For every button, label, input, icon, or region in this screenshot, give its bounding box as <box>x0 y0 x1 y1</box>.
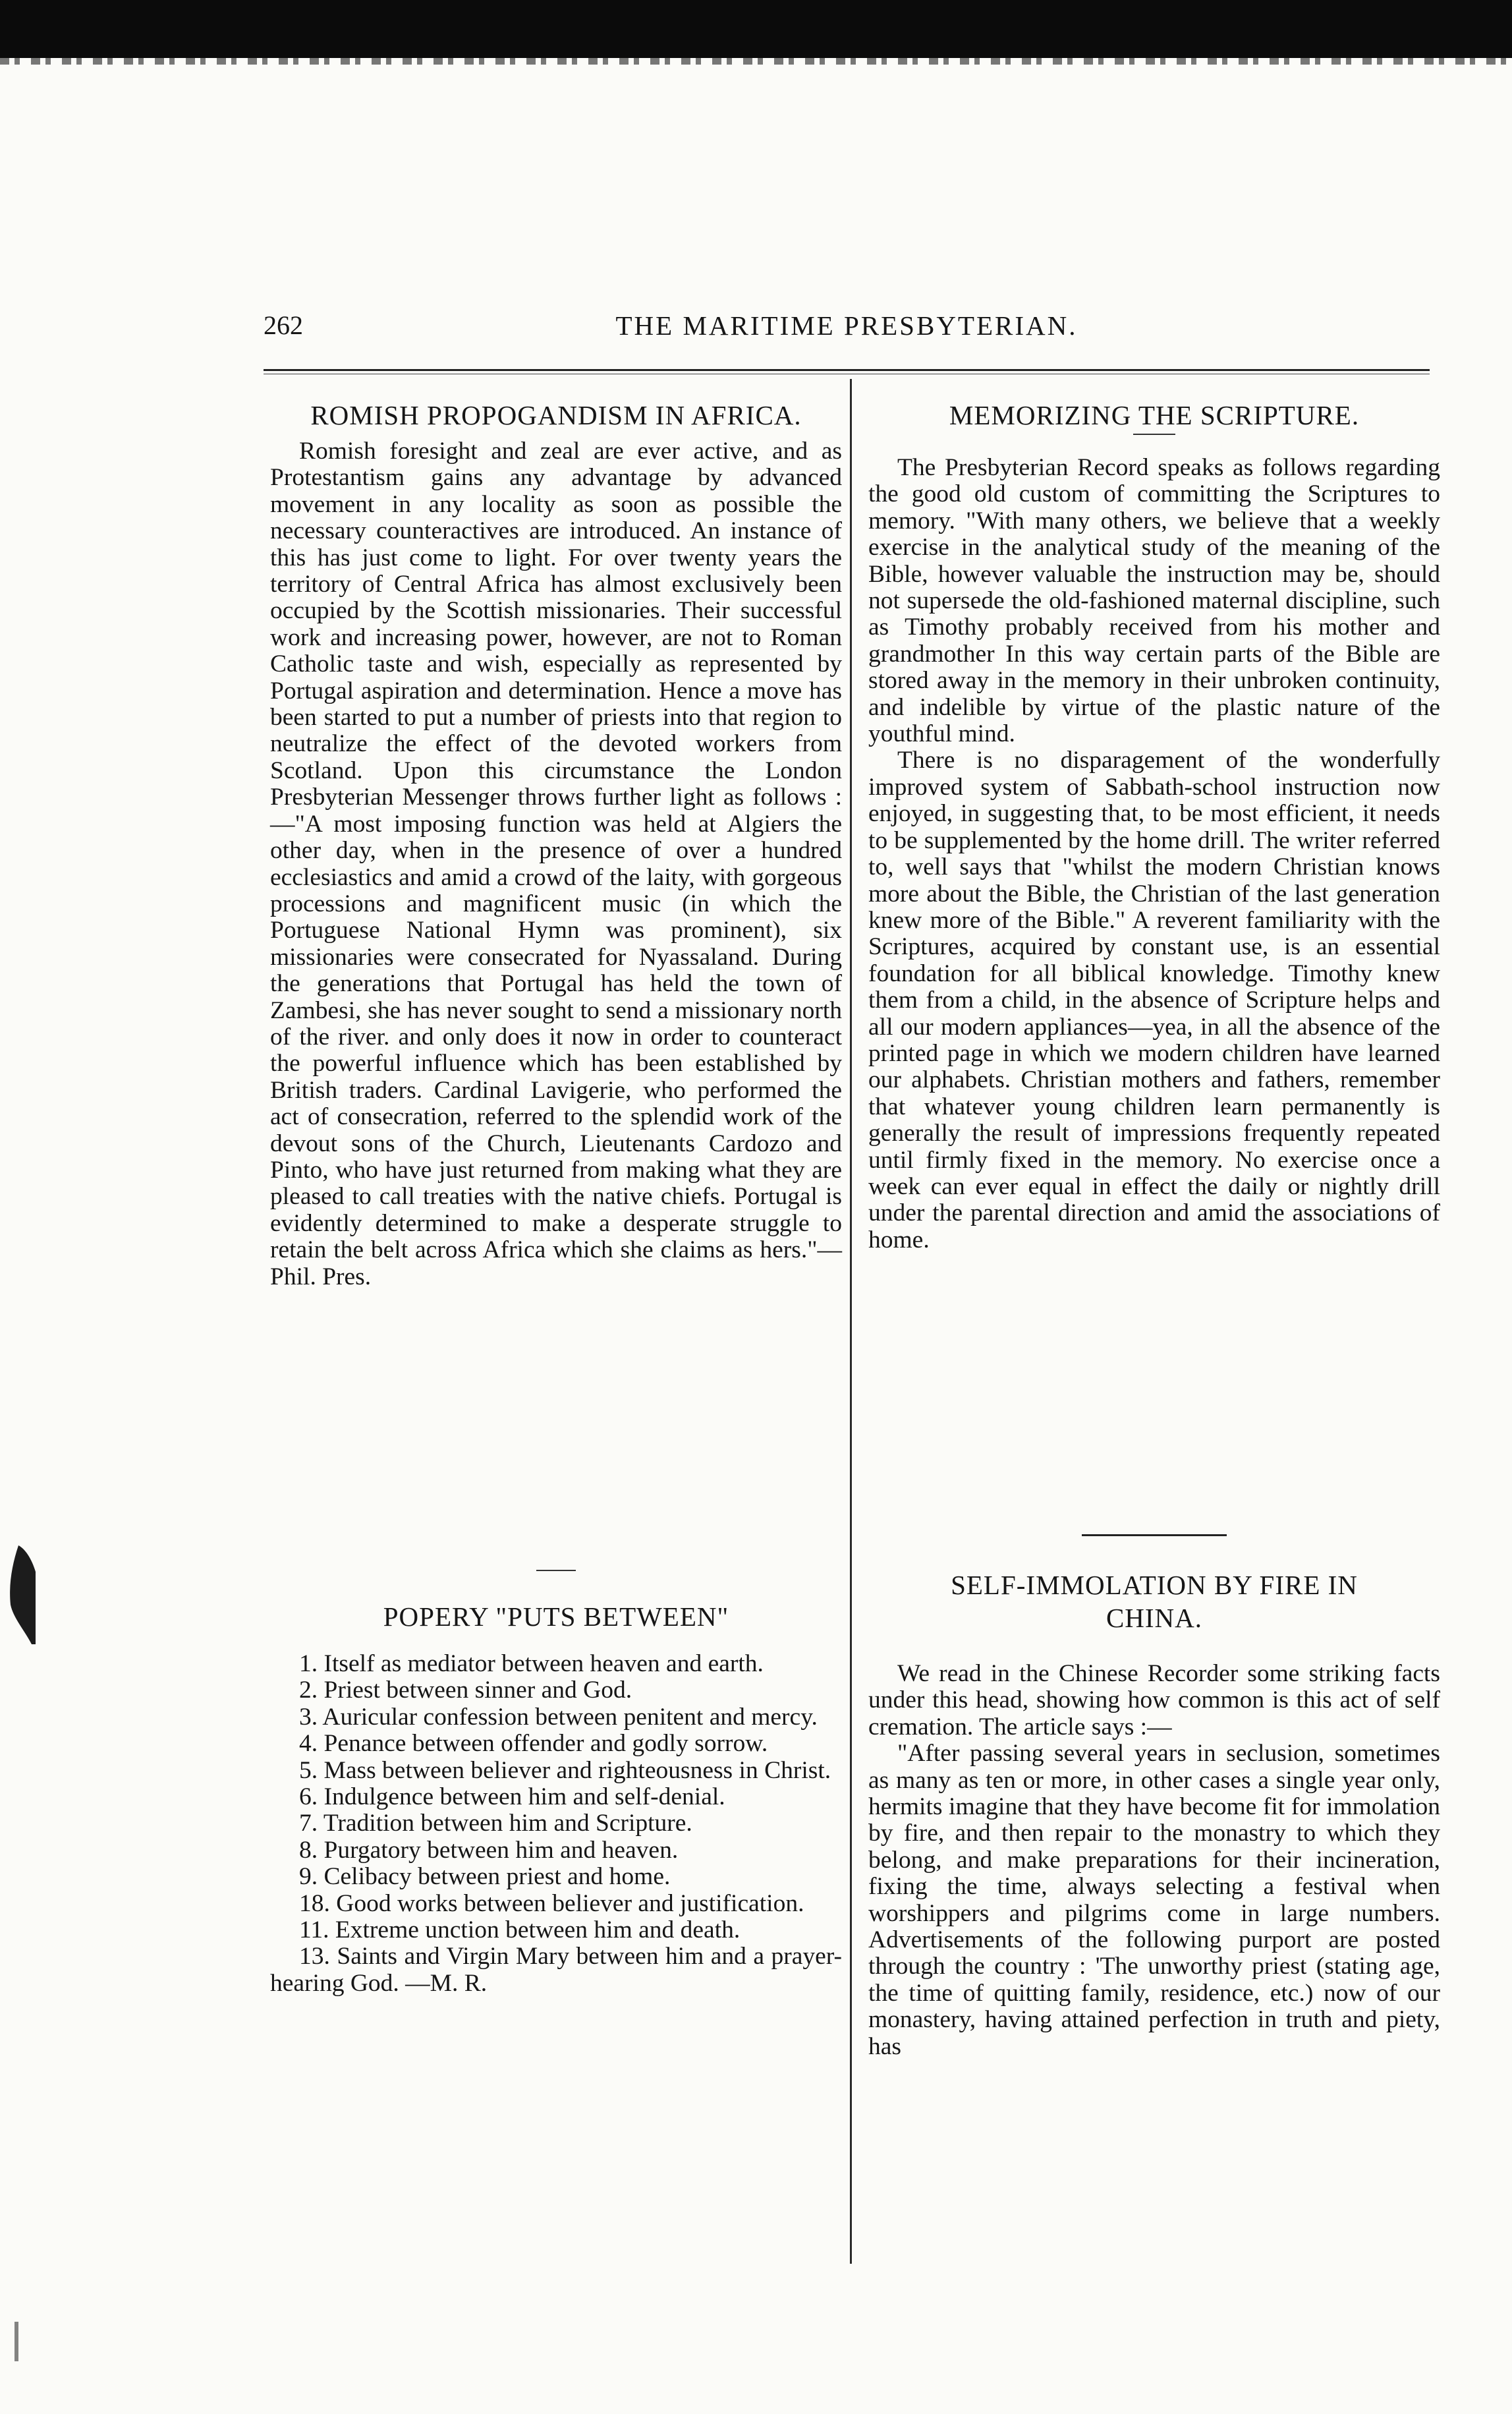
article-body-self-immolation <box>868 1661 1440 2060</box>
article-title-memorizing-scripture: MEMORIZING THE SCRIPTURE. <box>949 400 1360 430</box>
paragraph: The Presbyterian Record speaks as follows regarding the good old custom of committing the Scriptures to memory. "With many others, we believe that a weekly exercise in the analytical study of the meaning of the Bible, however valuable the instruction may be, should not supersede the old-fashioned maternal discipline, such as Timothy probably received from his mother and grandmother In this way certain parts of the Bible are stored away in the memory in their unbroken continuity, and indelible by virtue of the plastic nature of the youthful mind. <box>868 454 1440 748</box>
separator-rule <box>536 1570 576 1571</box>
scan-edge-mark <box>14 2322 18 2361</box>
page-number: 262 <box>264 310 303 340</box>
article-title-romish-propogandism: ROMISH PROPOGANDISM IN AFRICA. <box>310 400 802 430</box>
list-item: 6. Indulgence between him and self-denial. <box>299 1783 725 1811</box>
list-item: 5. Mass between believer and righteousness in Christ. <box>299 1756 831 1784</box>
paragraph: We read in the Chinese Recorder some striking facts under this head, showing how common is this act of self cremation. The article says :— <box>868 1660 1440 1740</box>
list-item: 18. Good works between believer and justification. <box>299 1889 804 1917</box>
scan-smudge-mark <box>5 1545 36 1644</box>
column-divider <box>850 379 852 2264</box>
article-body-romish-propogandism <box>270 438 842 1290</box>
scan-top-border <box>0 0 1512 58</box>
list-item: 13. Saints and Virgin Mary between him and a prayer-hearing God. —M. R. <box>270 1943 842 1997</box>
list-item: 1. Itself as mediator between heaven and earth. <box>299 1650 764 1677</box>
list-item: 4. Penance between offender and godly sorrow. <box>299 1730 768 1758</box>
list-item: 11. Extreme unction between him and death. <box>299 1916 741 1944</box>
paragraph: "After passing several years in seclusion, sometimes as many as ten or more, in other cases a single year only, hermits imagine that they have become fit for immolation by fire, and then repair to the monastry to which they belong, and make preparations for their incineration, fixing the time, always selecting a festival when worshippers and pilgrims come in large numbers. Advertisements of the following purport are posted through the country : 'The unworthy priest (stating age, the time of quitting family, residence, etc.) now of our monastery, having attained perfection in truth and piety, has <box>868 1740 1440 2060</box>
list-item: 3. Auricular confession between penitent and mercy. <box>299 1703 818 1731</box>
list-item: 8. Purgatory between him and heaven. <box>299 1836 679 1864</box>
paragraph: Romish foresight and zeal are ever active, and as Protestantism gains any advantage by advanced movement in any locality as soon as possible the necessary counteractives are introduced. An instance of this has just come to light. For over twenty years the territory of Central Africa has almost exclusively been occupied by the Scottish missionaries. Their successful work and increasing power, however, are not to Roman Catholic taste and wish, especially as represented by Portugal aspiration and determination. Hence a move has been started to put a number of priests into that region to neutralize the effect of the devoted workers from Scotland. Upon this circumstance the London Presbyterian Messenger throws further light as follows :—"A most imposing function was held at Algiers the other day, when in the presence of over a hundred ecclesiastics and amid a crowd of the laity, with gorgeous processions and magnificent music (in which the Portuguese National Hymn was prominent), six missionaries were consecrated for Nyassaland. During the generations that Portugal has held the town of Zambesi, she has never sought to send a missionary north of the river. and only does it now in order to counteract the powerful influence which has been established by British traders. Cardinal Lavigerie, who performed the act of consecration, referred to the splendid work of the devout sons of the Church, Lieutenants Cardozo and Pinto, who have just returned from making what they are pleased to call treaties with the native chiefs. Portugal is evidently determined to make a desperate struggle to retain the belt across Africa which she claims as hers."—Phil. Pres. <box>270 438 842 1290</box>
list-item: 2. Priest between sinner and God. <box>299 1677 632 1704</box>
running-title: THE MARITIME PRESBYTERIAN. <box>615 310 1078 341</box>
list-item: 7. Tradition between him and Scripture. <box>299 1810 692 1837</box>
list-item: 9. Celibacy between priest and home. <box>299 1863 671 1891</box>
article-body-memorizing-scripture <box>868 455 1440 1253</box>
article-title-popery-puts-between: POPERY "PUTS BETWEEN" <box>383 1601 729 1632</box>
header-rule <box>264 369 1430 371</box>
separator-rule <box>1082 1534 1227 1536</box>
title-underline <box>1133 434 1175 435</box>
article-title-self-immolation: SELF-IMMOLATION BY FIRE IN <box>951 1570 1358 1600</box>
popery-list <box>270 1651 842 1997</box>
article-title-self-immolation-line2: CHINA. <box>1106 1603 1203 1633</box>
page-header <box>264 310 1430 349</box>
paragraph: There is no disparagement of the wonderfully improved system of Sabbath-school instruction now enjoyed, in suggesting that, to be most efficient, it needs to be supplemented by the home drill. The writer referred to, well says that "whilst the modern Christian knows more about the Bible, the Christian of the last generation knew more of the Bible." A reverent familiarity with the Scriptures, acquired by constant use, is an essential foundation for all biblical knowledge. Timothy knew them from a child, in the absence of Scripture helps and all our modern appliances—yea, in all the absence of the printed page in which we modern children have learned our alphabets. Christian mothers and fathers, remember that whatever young children learn permanently is generally the result of impressions frequently repeated until firmly fixed in the memory. No exercise once a week can ever equal in effect the daily or nightly drill under the parental direction and amid the associations of home. <box>868 747 1440 1253</box>
